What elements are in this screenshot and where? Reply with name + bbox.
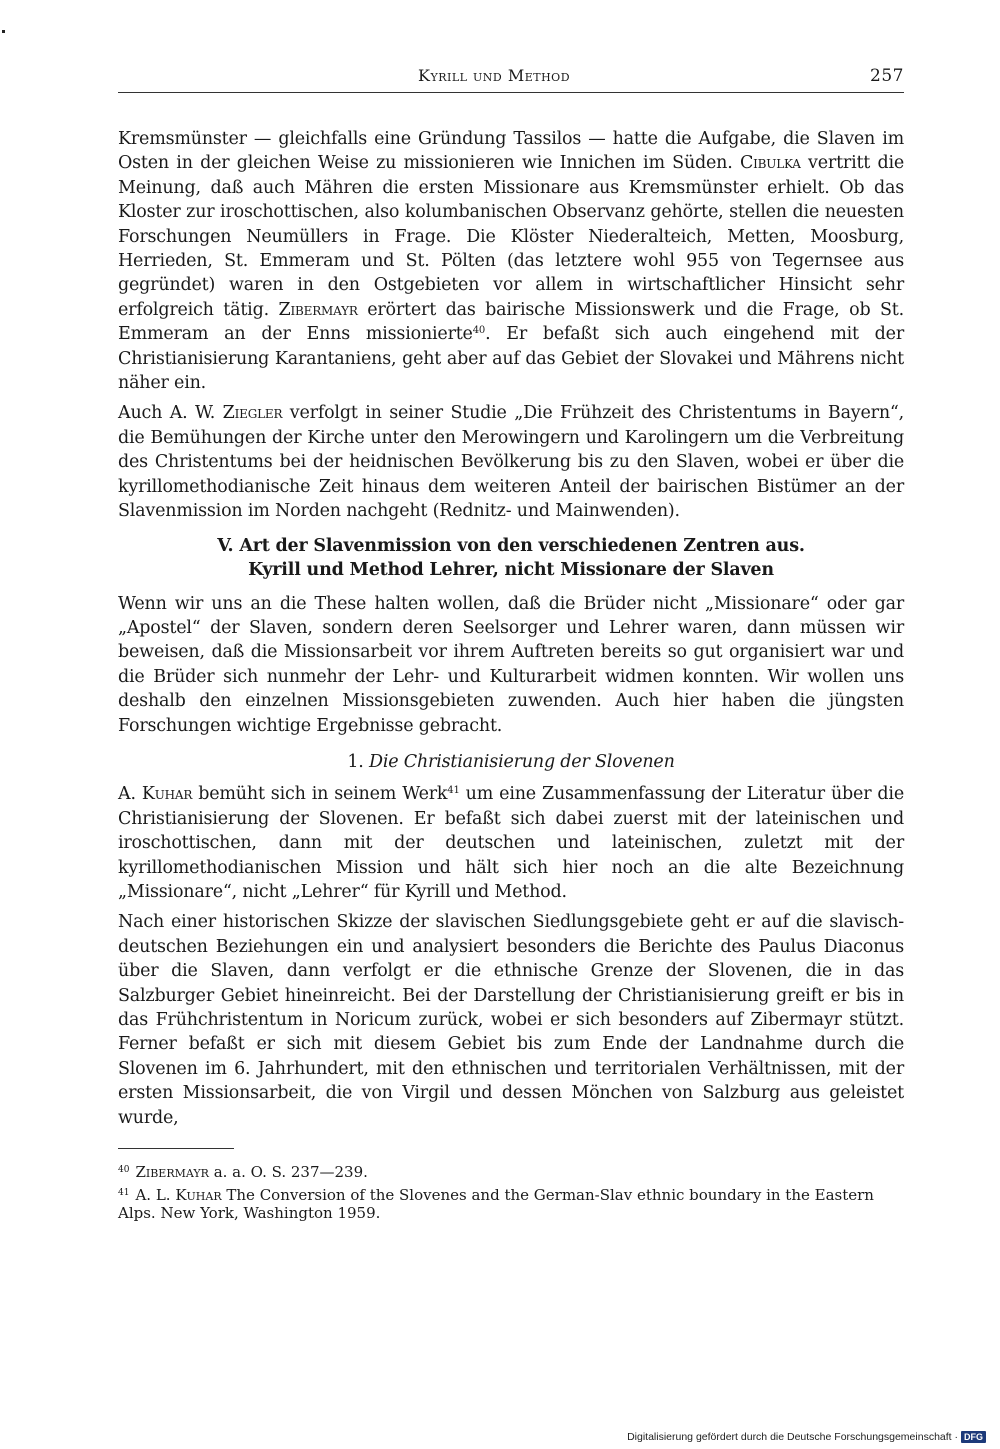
- footnote-number: 40: [118, 1165, 130, 1176]
- footnote-text: a. a. O. S. 237—239.: [208, 1163, 368, 1182]
- footnote-ref: 40: [472, 325, 486, 337]
- text-run: erörtert das bairische Missionswerk und die Frage, ob St. Emmeram an der Enns missionierte: [118, 299, 904, 345]
- footnote-author: A. L. Kuhar: [135, 1186, 222, 1205]
- footnote-number: 41: [118, 1188, 130, 1199]
- paragraph: Wenn wir uns an die These halten wollen, daß die Brüder nicht „Missionare“ oder gar „Apostel“ der Slaven, sondern deren Seelsorger und Lehrer waren, dann müssen wir beweisen, daß die Missionsarbeit vor ihrem Auftreten bereits so gut organisiert war und die Brüder sich nunmehr der Lehr- und Kulturarbeit widmen konnten. Wir wollen uns deshalb den einzelnen Missionsgebieten zuwenden. Auch hier haben die jüngsten Forschungen wichtige Ergebnisse gebracht.: [118, 593, 904, 736]
- footnote-author: Zibermayr: [135, 1163, 209, 1182]
- book-page: [118, 66, 904, 1225]
- section-heading-line: Kyrill und Method Lehrer, nicht Missionare der Slaven: [248, 559, 774, 580]
- paragraph: [118, 782, 904, 904]
- author-name: Cibulka: [739, 153, 801, 174]
- author-name: Zibermayr: [278, 299, 358, 320]
- text-run: verfolgt in seiner Studie „Die Frühzeit des Christentums in Bayern“, die Bemühungen der Kirche unter den Merowingern und Karolingern um die Verbreitung des Christentums bei der heidnischen Bevölkerung bis zu den Slaven, wobei er über die kyrillomethodianische Zeit hinaus dem weiteren Anteil der bairischen Bistümer an der Slavenmission im Norden nachgeht (Rednitz- und Mainwenden).: [118, 403, 904, 522]
- running-title: Kyrill und Method: [418, 66, 571, 85]
- paragraph: [118, 127, 904, 395]
- text-run: Kremsmünster — gleichfalls eine Gründung Tassilos — hatte die Aufgabe, die Slaven im Osten in der gleichen Weise zu missionieren wie Innichen im Süden.: [118, 129, 904, 174]
- text-run: um eine Zusammenfassung der Literatur über die Christianisierung der Slovenen. Er befaßt sich dabei zuerst mit der lateinischen und iroschottischen, dann mit der deutschen und lateinischen, zuletzt mit der kyrillomethodianischen Mission und hält sich hier noch an die alte Bezeichnung „Missionare“, nicht „Lehrer“ für Kyrill und Method.: [118, 784, 904, 902]
- section-heading-line: V. Art der Slavenmission von den verschiedenen Zentren aus.: [217, 535, 805, 556]
- page-number: 257: [870, 66, 904, 86]
- running-head: [118, 66, 904, 93]
- digitization-credit: [627, 1431, 986, 1443]
- footnotes: [118, 1161, 904, 1222]
- text-run: . Er befaßt sich auch eingehend mit der Christianisierung Karantaniens, geht aber auf das Gebiet der Slovakei und Mährens nicht näher ein.: [118, 324, 904, 394]
- dfg-logo: DFG: [961, 1431, 986, 1443]
- credit-text: Digitalisierung gefördert durch die Deutsche Forschungsgemeinschaft ·: [627, 1431, 958, 1443]
- subsection-number: 1.: [347, 751, 364, 772]
- author-name: Ziegler: [222, 403, 283, 424]
- main-text: [118, 127, 904, 1130]
- footnote-text: The Conversion of the Slovenes and the German-Slav ethnic boundary in the Eastern Alps. New York, Washington 1959.: [118, 1186, 874, 1223]
- author-name: Kuhar: [141, 784, 193, 805]
- paragraph: Nach einer historischen Skizze der slavischen Siedlungsgebiete geht er auf die slavisch-deutschen Beziehungen ein und analysiert besonders die Berichte des Paulus Diaconus über die Slaven, dann verfolgt er die ethnische Grenze der Slovenen, die in das Salzburger Gebiet hineinreicht. Bei der Darstellung der Christianisierung greift er bis in das Frühchristentum in Noricum zurück, wobei er sich besonders auf Zibermayr stützt. Ferner befaßt er sich mit diesem Gebiet bis zum Ende der Landnahme durch die Slovenen im 6. Jahrhundert, mit den ethnischen und territorialen Verhältnissen, mit der ersten Missionsarbeit, die von Virgil und dessen Mönchen von Salzburg aus geleistet wurde,: [118, 912, 904, 1128]
- section-heading: [118, 534, 904, 582]
- text-run: Auch A. W.: [118, 403, 223, 424]
- subsection-heading: [118, 750, 904, 774]
- paragraph: [118, 401, 904, 523]
- footnote: [118, 1161, 904, 1181]
- footnote-ref: 41: [447, 785, 460, 797]
- footnote-divider: [118, 1148, 234, 1149]
- text-run: A.: [118, 784, 142, 805]
- text-run: vertritt die Meinung, daß auch Mähren die ersten Missionare aus Kremsmünster erhielt. Ob das Kloster zur iroschottischen, also kolumbanischen Observanz gehörte, stellen die neuesten Forschungen Neumüllers in Frage. Die Klöster Niederalteich, Metten, Moosburg, Herrieden, St. Emmeram und St. Pölten (das letztere wohl 955 von Tegernsee aus gegründet) waren in den Ostgebieten vor allem in wirtschaftlicher Hinsicht sehr erfolgreich tätig.: [118, 153, 905, 320]
- subsection-title: Die Christianisierung der Slovenen: [369, 751, 675, 772]
- scan-speck: [2, 30, 5, 33]
- footnote: [118, 1184, 904, 1222]
- text-run: bemüht sich in seinem Werk: [192, 784, 448, 805]
